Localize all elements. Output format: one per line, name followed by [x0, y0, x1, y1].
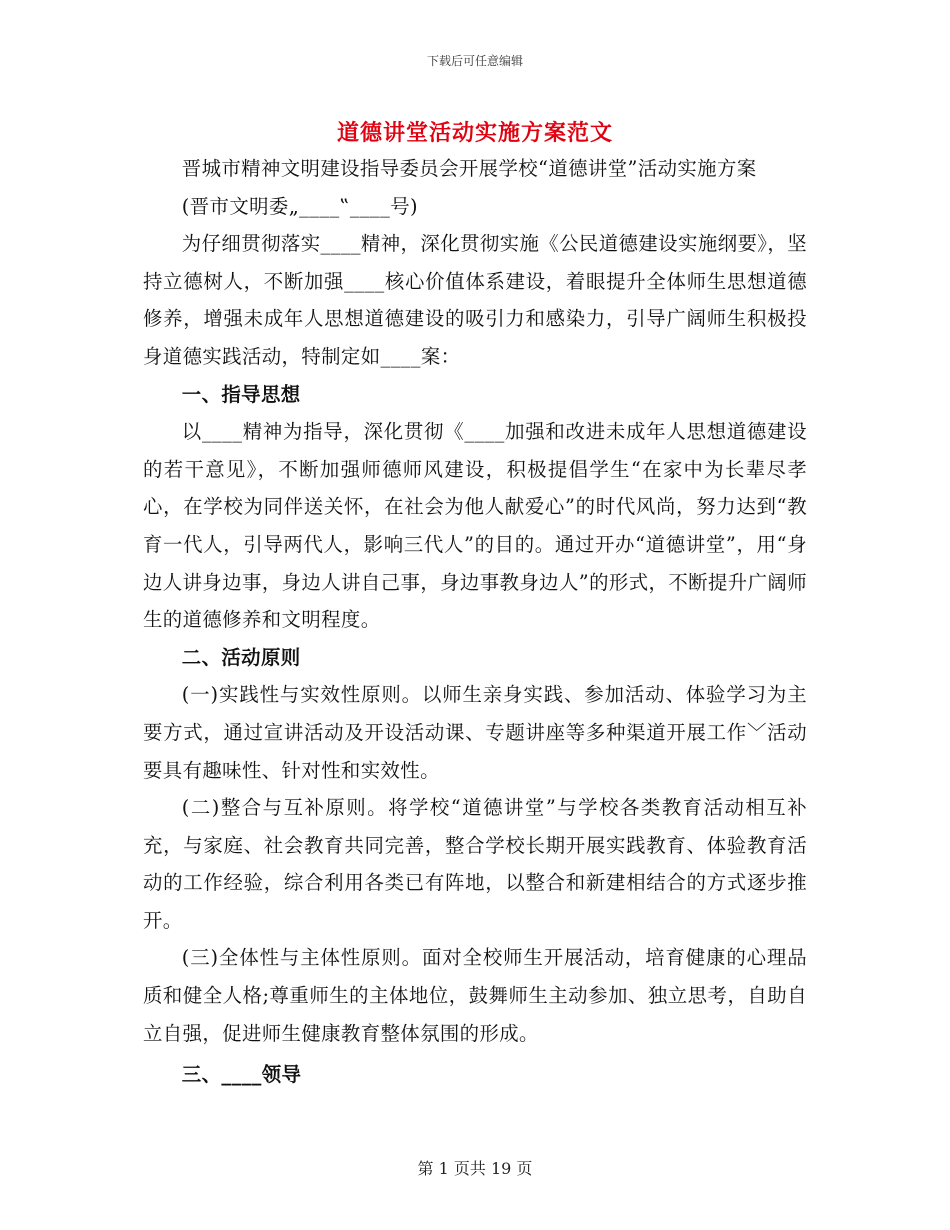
- document-body: [143, 150, 807, 1094]
- intro-paragraph: 晋城市精神文明建设指导委员会开展学校“道德讲堂”活动实施方案: [181, 157, 757, 180]
- section-heading-leadership: 三、____领导: [181, 1063, 302, 1087]
- section-heading-principles: 二、活动原则: [181, 645, 301, 669]
- principle-two-paragraph: (二)整合与互补原则。将学校“道德讲堂”与学校各类教育活动相互补充，与家庭、社会教育共同完善，整合学校长期开展实践教育、体验教育活动的工作经验，综合利用各类已有阵地，以整合和新建相结合的方式逐步推开。: [143, 796, 807, 932]
- principle-three-paragraph: (三)全体性与主体性原则。面对全校师生开展活动，培育健康的心理品质和健全人格;尊重师生的主体地位，鼓舞师生主动参加、独立思考，自助自立自强，促进师生健康教育整体氛围的形成。: [143, 946, 807, 1045]
- page-number: 第 1 页共 19 页: [417, 1159, 533, 1178]
- section-heading-guiding-ideology: 一、指导思想: [181, 382, 301, 406]
- document-number: (晋市文明委„____‟____号): [181, 194, 418, 218]
- page-header-note: 下载后可任意编辑: [426, 54, 523, 68]
- principle-one-paragraph: (一)实践性与实效性原则。以师生亲身实践、参加活动、体验学习为主要方式，通过宣讲活动及开设活动课、专题讲座等多种渠道开展工作﹀活动要具有趣味性、针对性和实效性。: [143, 683, 807, 782]
- document-title: 道德讲堂活动实施方案范文: [336, 121, 613, 146]
- purpose-paragraph: 为仔细贯彻落实____精神，深化贯彻实施《公民道德建设实施纲要》，坚持立德树人，不断加强____核心价值体系建设，着眼提升全体师生思想道德修养，增强未成年人思想道德建设的吸引力和感染力，引导广阔师生积极投身道德实践活动，特制定如____案：: [143, 232, 807, 368]
- guiding-ideology-paragraph: 以____精神为指导，深化贯彻《____加强和改进未成年人思想道德建设的若干意见》，不断加强师德师风建设，积极提倡学生“在家中为长辈尽孝心，在学校为同伴送关怀，在社会为他人献爱心”的时代风尚，努力达到“教育一代人，引导两代人，影响三代人”的目的。通过开办“道德讲堂”，用“身边人讲身边事，身边人讲自己事，身边事教身边人”的形式，不断提升广阔师生的道德修养和文明程度。: [143, 420, 807, 632]
